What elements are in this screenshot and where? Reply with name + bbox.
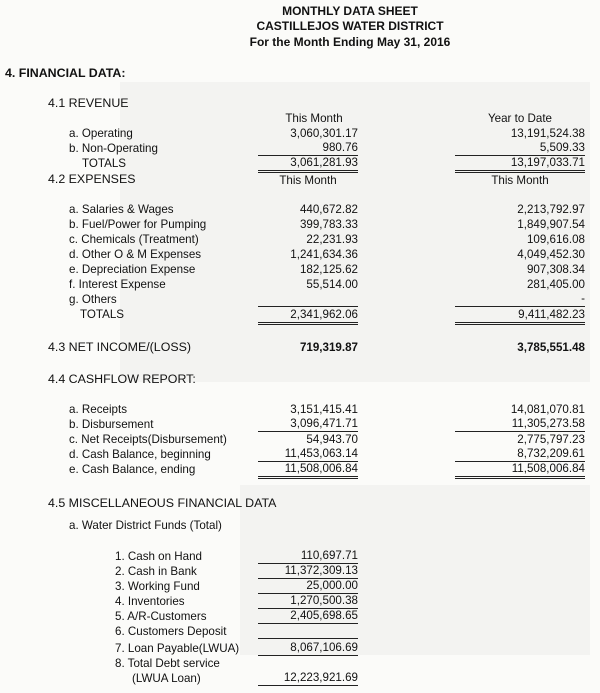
expense-row-month: 440,672.82 xyxy=(299,203,358,216)
net-income-ytd: 3,785,551.48 xyxy=(517,341,585,354)
expense-row-ytd: 281,405.00 xyxy=(526,278,585,291)
fund-row-value: 12,223,921.69 xyxy=(258,671,358,686)
misc-subheading: a. Water District Funds (Total) xyxy=(69,519,222,532)
revenue-col-this-month: This Month xyxy=(285,112,343,125)
cashflow-row-label: a. Receipts xyxy=(69,403,127,416)
fund-row-value xyxy=(258,657,358,670)
fund-row-value: 2,405,698.65 xyxy=(258,609,358,624)
expense-row-ytd: 109,616.08 xyxy=(526,233,585,246)
expenses-totals-label: TOTALS xyxy=(80,308,125,321)
expense-row-month: 182,125.62 xyxy=(299,263,358,276)
expense-row-month: 1,241,634.36 xyxy=(290,248,358,261)
expense-row-label: d. Other O & M Expenses xyxy=(69,248,202,261)
revenue-row-label: b. Non-Operating xyxy=(69,142,158,155)
cashflow-row-ytd: 11,305,273.58 xyxy=(455,417,585,432)
expense-row-ytd: 2,213,792.97 xyxy=(517,203,585,216)
sheet-title: MONTHLY DATA SHEET xyxy=(282,4,418,18)
cashflow-row-ytd: 11,508,006.84 xyxy=(455,462,585,479)
expense-row-month: 22,231.93 xyxy=(306,233,358,246)
revenue-col-year-to-date: Year to Date xyxy=(487,112,553,125)
expense-row-label: b. Fuel/Power for Pumping xyxy=(69,218,207,231)
cashflow-row-ytd: 14,081,070.81 xyxy=(510,403,585,416)
net-income-month: 719,319.87 xyxy=(299,341,358,354)
fund-row-label: 2. Cash in Bank xyxy=(115,565,197,578)
cashflow-heading: 4.4 CASHFLOW REPORT: xyxy=(48,372,196,386)
fund-row-label: 3. Working Fund xyxy=(115,580,200,593)
expense-row-label: e. Depreciation Expense xyxy=(69,263,196,276)
expenses-heading: 4.2 EXPENSES xyxy=(48,172,136,186)
district-name: CASTILLEJOS WATER DISTRICT xyxy=(256,19,444,33)
fund-row-label: (LWUA Loan) xyxy=(132,672,201,685)
expense-row-ytd: 4,049,452.30 xyxy=(517,248,585,261)
fund-row-value: 1,270,500.38 xyxy=(258,594,358,609)
fund-row-label: 6. Customers Deposit xyxy=(115,625,227,638)
revenue-heading: 4.1 REVENUE xyxy=(48,96,129,110)
misc-heading: 4.5 MISCELLANEOUS FINANCIAL DATA xyxy=(48,496,277,510)
revenue-row-label: a. Operating xyxy=(69,127,133,140)
period-subtitle: For the Month Ending May 31, 2016 xyxy=(249,35,451,49)
revenue-row-ytd: 5,509.33 xyxy=(455,141,585,156)
expense-row-month xyxy=(258,292,358,307)
revenue-row-ytd: 13,191,524.38 xyxy=(510,127,585,140)
cashflow-row-label: e. Cash Balance, ending xyxy=(69,463,196,476)
cashflow-row-month: 11,453,063.14 xyxy=(258,447,358,462)
fund-row-label: 7. Loan Payable(LWUA) xyxy=(115,642,240,655)
cashflow-row-month: 3,096,471.71 xyxy=(258,417,358,432)
expense-row-month: 55,514.00 xyxy=(306,278,358,291)
fund-row-value xyxy=(258,624,358,639)
fund-row-value: 11,372,309.13 xyxy=(258,564,358,579)
expense-row-ytd: 1,849,907.54 xyxy=(517,218,585,231)
expenses-totals-month: 2,341,962.06 xyxy=(258,308,358,325)
net-income-label: 4.3 NET INCOME/(LOSS) xyxy=(48,340,191,354)
cashflow-row-month: 3,151,415.41 xyxy=(290,403,358,416)
revenue-totals-label: TOTALS xyxy=(82,157,127,170)
expense-row-month: 399,783.33 xyxy=(299,218,358,231)
section-heading-financial-data: 4. FINANCIAL DATA: xyxy=(5,66,126,80)
cashflow-row-ytd: 2,775,797.23 xyxy=(517,433,585,446)
expenses-totals-ytd: 9,411,482.23 xyxy=(455,308,585,325)
cashflow-row-label: b. Disbursement xyxy=(69,418,154,431)
fund-row-value: 8,067,106.69 xyxy=(258,641,358,656)
fund-row-label: 1. Cash on Hand xyxy=(115,550,203,563)
expense-row-label: f. Interest Expense xyxy=(69,278,166,291)
revenue-totals-ytd: 13,197,033.71 xyxy=(455,156,585,173)
fund-row-label: 5. A/R-Customers xyxy=(115,610,207,623)
revenue-row-month: 3,060,301.17 xyxy=(290,127,358,140)
expense-row-ytd: 907,308.34 xyxy=(526,263,585,276)
expense-row-label: g. Others xyxy=(69,293,117,306)
fund-row-value: 25,000.00 xyxy=(258,579,358,594)
revenue-row-month: 980.76 xyxy=(258,141,358,156)
revenue-totals-month: 3,061,281.93 xyxy=(258,156,358,173)
expense-row-label: c. Chemicals (Treatment) xyxy=(69,233,199,246)
fund-row-label: 8. Total Debt service xyxy=(115,657,220,670)
fund-row-label: 4. Inventories xyxy=(115,595,185,608)
expenses-col-this-month: This Month xyxy=(279,174,337,187)
cashflow-row-month: 11,508,006.84 xyxy=(258,462,358,479)
fund-row-value: 110,697.71 xyxy=(258,549,358,564)
expense-row-label: a. Salaries & Wages xyxy=(69,203,174,216)
cashflow-row-ytd: 8,732,209.61 xyxy=(455,447,585,462)
expenses-col-second: This Month xyxy=(491,174,549,187)
cashflow-row-label: d. Cash Balance, beginning xyxy=(69,448,211,461)
cashflow-row-month: 54,943.70 xyxy=(306,433,358,446)
cashflow-row-label: c. Net Receipts(Disbursement) xyxy=(69,433,227,446)
expense-row-ytd: - xyxy=(455,292,585,307)
